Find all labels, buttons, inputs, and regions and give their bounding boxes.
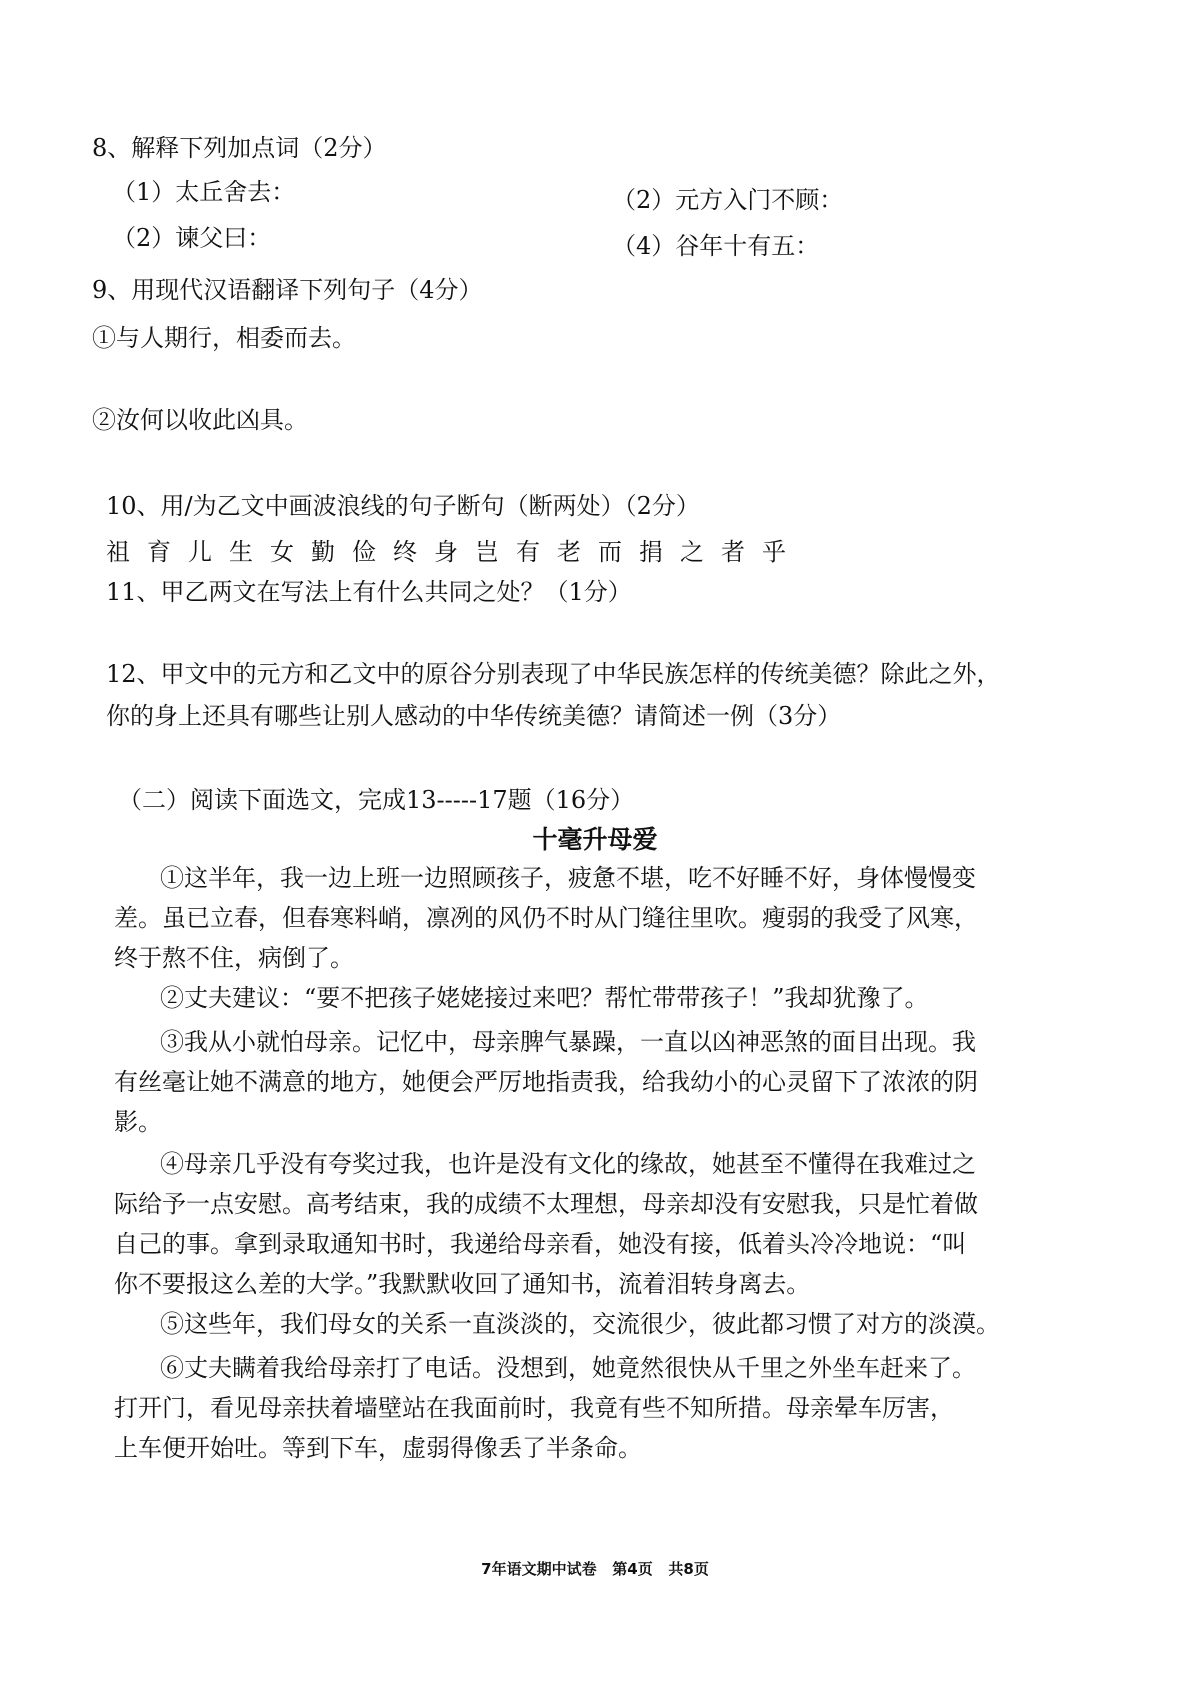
paragraph-4-line-3: 自己的事。拿到录取通知书时，我递给母亲看，她没有接，低着头冷冷地说：“叫 — [114, 1230, 967, 1258]
question-12-line-2: 你的身上还具有哪些让别人感动的中华传统美德？请简述一例（3分） — [106, 702, 842, 730]
question-8-item-1: （1）太丘舍去： — [112, 178, 296, 206]
paragraph-3-line-1: ③我从小就怕母亲。记忆中，母亲脾气暴躁，一直以凶神恶煞的面目出现。我 — [160, 1028, 976, 1056]
paragraph-3-line-2: 有丝毫让她不满意的地方，她便会严厉地指责我，给我幼小的心灵留下了浓浓的阴 — [114, 1068, 978, 1096]
paragraph-5 — [114, 1304, 1000, 1344]
paragraph-1-line-2: 差。虽已立春，但春寒料峭，凛冽的风仍不时从门缝往里吹。瘦弱的我受了风寒， — [114, 904, 978, 932]
question-8-item-3: （2）谏父曰： — [112, 224, 272, 252]
page-footer: 7年语文期中试卷 第4页 共8页 — [481, 1560, 709, 1578]
paragraph-1-line-1: ①这半年，我一边上班一边照顾孩子，疲惫不堪，吃不好睡不好，身体慢慢变 — [160, 864, 976, 892]
paragraph-2 — [114, 978, 929, 1018]
passage-title: 十毫升母爱 — [532, 825, 658, 854]
paragraph-4 — [114, 1144, 978, 1304]
paragraph-4-line-4: 你不要报这么差的大学。”我默默收回了通知书，流着泪转身离去。 — [114, 1270, 811, 1298]
paragraph-4-line-2: 际给予一点安慰。高考结束，我的成绩不太理想，母亲却没有安慰我，只是忙着做 — [114, 1190, 978, 1218]
paragraph-1 — [114, 858, 978, 978]
paragraph-6-line-2: 打开门，看见母亲扶着墙壁站在我面前时，我竟有些不知所措。母亲晕车厉害， — [114, 1394, 954, 1422]
paragraph-2-line-1: ②丈夫建议：“要不把孩子姥姥接过来吧？帮忙带带孩子！”我却犹豫了。 — [160, 984, 929, 1012]
question-10-title: 10、用/为乙文中画波浪线的句子断句（断两处）（2分） — [106, 492, 700, 520]
question-9-item-1: ①与人期行，相委而去。 — [92, 324, 356, 352]
question-9-title: 9、用现代汉语翻译下列句子（4分） — [92, 276, 483, 304]
paragraph-3 — [114, 1022, 978, 1142]
paragraph-1-line-3: 终于熬不住，病倒了。 — [114, 944, 354, 972]
question-8-title: 8、解释下列加点词（2分） — [92, 134, 387, 162]
paragraph-6 — [114, 1348, 976, 1468]
section-2-heading: （二）阅读下面选文，完成13-----17题（16分） — [118, 786, 635, 814]
question-8-item-2: （2）元方入门不顾： — [612, 186, 844, 214]
question-10-sentence: 祖育儿生女勤俭终身岂有老而捐之者乎 — [106, 538, 803, 566]
question-9-item-2: ②汝何以收此凶具。 — [92, 406, 308, 434]
question-11-title: 11、甲乙两文在写法上有什么共同之处？（1分） — [106, 578, 632, 606]
paragraph-6-line-1: ⑥丈夫瞒着我给母亲打了电话。没想到，她竟然很快从千里之外坐车赶来了。 — [160, 1354, 976, 1382]
paragraph-4-line-1: ④母亲几乎没有夸奖过我，也许是没有文化的缘故，她甚至不懂得在我难过之 — [160, 1150, 976, 1178]
question-8-item-4: （4）谷年十有五： — [612, 232, 820, 260]
paragraph-5-line-1: ⑤这些年，我们母女的关系一直淡淡的，交流很少，彼此都习惯了对方的淡漠。 — [160, 1310, 1000, 1338]
paragraph-3-line-3: 影。 — [114, 1108, 162, 1136]
question-12-line-1: 12、甲文中的元方和乙文中的原谷分别表现了中华民族怎样的传统美德？除此之外， — [106, 660, 1001, 688]
paragraph-6-line-3: 上车便开始吐。等到下车，虚弱得像丢了半条命。 — [114, 1434, 642, 1462]
